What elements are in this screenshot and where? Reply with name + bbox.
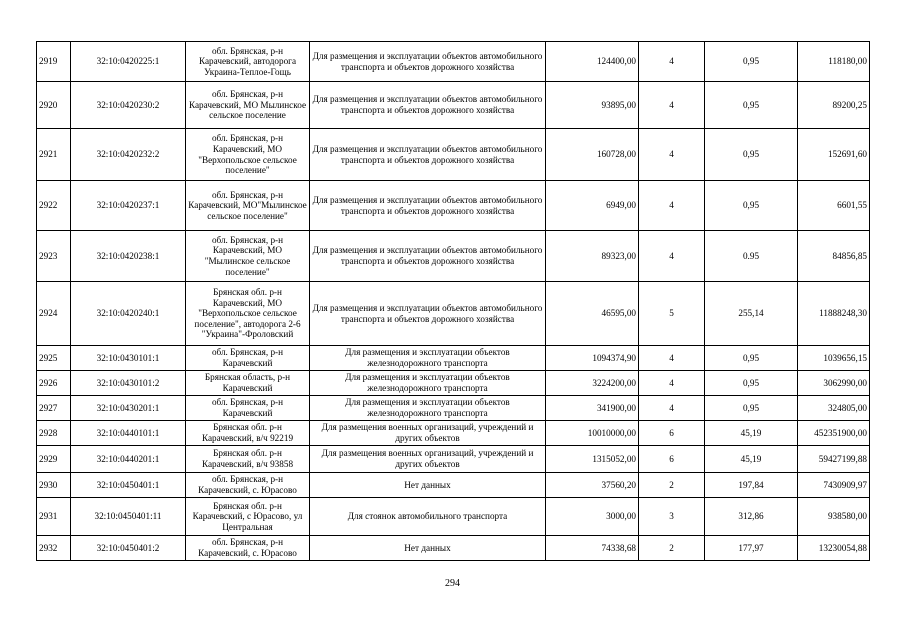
row-number-cell: 2923 (37, 231, 71, 282)
area-cell: 1315052,00 (546, 446, 639, 473)
cadastral-number-cell: 32:10:0450401:1 (71, 473, 186, 498)
group-cell: 4 (639, 129, 705, 181)
permitted-use-cell: Для размещения военных организаций, учреждений и других объектов (310, 421, 546, 446)
rate-cell: 0,95 (705, 396, 798, 421)
cadastral-number-cell: 32:10:0430101:1 (71, 346, 186, 371)
permitted-use-cell: Нет данных (310, 536, 546, 561)
row-number-cell: 2929 (37, 446, 71, 473)
group-cell: 6 (639, 421, 705, 446)
row-number-cell: 2927 (37, 396, 71, 421)
rate-cell: 255,14 (705, 282, 798, 346)
cadastral-number-cell: 32:10:0430201:1 (71, 396, 186, 421)
row-number-cell: 2921 (37, 129, 71, 181)
cadastral-value-table (36, 41, 870, 561)
group-cell: 3 (639, 498, 705, 536)
cadastral-value-cell: 11888248,30 (798, 282, 870, 346)
cadastral-number-cell: 32:10:0430101:2 (71, 371, 186, 396)
group-cell: 4 (639, 42, 705, 82)
rate-cell: 0,95 (705, 129, 798, 181)
group-cell: 4 (639, 371, 705, 396)
area-cell: 93895,00 (546, 82, 639, 129)
area-cell: 160728,00 (546, 129, 639, 181)
area-cell: 1094374,90 (546, 346, 639, 371)
table-row (37, 282, 870, 346)
table-row (37, 421, 870, 446)
permitted-use-cell: Для размещения и эксплуатации объектов автомобильного транспорта и объектов дорожного хозяйства (310, 82, 546, 129)
area-cell: 341900,00 (546, 396, 639, 421)
cadastral-number-cell: 32:10:0440101:1 (71, 421, 186, 446)
area-cell: 37560,20 (546, 473, 639, 498)
address-cell: Брянская обл. р-н Карачевский, МО "Верхопольское сельское поселение", автодорога 2-6 "Украина"-Фроловский (186, 282, 310, 346)
row-number-cell: 2926 (37, 371, 71, 396)
address-cell: обл. Брянская, р-н Карачевский, МО"Мылинское сельское поселение" (186, 181, 310, 231)
row-number-cell: 2928 (37, 421, 71, 446)
rate-cell: 0.95 (705, 231, 798, 282)
cadastral-value-cell: 89200,25 (798, 82, 870, 129)
address-cell: обл. Брянская, р-н Карачевский, МО Мылинское сельское поселение (186, 82, 310, 129)
group-cell: 4 (639, 396, 705, 421)
row-number-cell: 2924 (37, 282, 71, 346)
address-cell: обл. Брянская, р-н Карачевский (186, 346, 310, 371)
address-cell: Брянская обл. р-н Карачевский, в/ч 92219 (186, 421, 310, 446)
table-row (37, 498, 870, 536)
table-row (37, 181, 870, 231)
table-row (37, 231, 870, 282)
cadastral-number-cell: 32:10:0440201:1 (71, 446, 186, 473)
area-cell: 124400,00 (546, 42, 639, 82)
permitted-use-cell: Для размещения и эксплуатации объектов железнодорожного транспорта (310, 371, 546, 396)
cadastral-value-cell: 59427199,88 (798, 446, 870, 473)
cadastral-value-cell: 452351900,00 (798, 421, 870, 446)
permitted-use-cell: Для размещения и эксплуатации объектов автомобильного транспорта и объектов дорожного хозяйства (310, 181, 546, 231)
group-cell: 4 (639, 231, 705, 282)
address-cell: Брянская обл. р-н Карачевский, в/ч 93858 (186, 446, 310, 473)
table-row (37, 396, 870, 421)
table-row (37, 371, 870, 396)
cadastral-value-cell: 13230054,88 (798, 536, 870, 561)
table-row (37, 42, 870, 82)
area-cell: 74338,68 (546, 536, 639, 561)
rate-cell: 197,84 (705, 473, 798, 498)
cadastral-value-cell: 118180,00 (798, 42, 870, 82)
cadastral-number-cell: 32:10:0450401:11 (71, 498, 186, 536)
address-cell: обл. Брянская, р-н Карачевский, с. Юрасово (186, 536, 310, 561)
cadastral-number-cell: 32:10:0420225:1 (71, 42, 186, 82)
address-cell: обл. Брянская, р-н Карачевский, с. Юрасово (186, 473, 310, 498)
address-cell: обл. Брянская, р-н Карачевский, МО "Верхопольское сельское поселение" (186, 129, 310, 181)
table-row (37, 473, 870, 498)
group-cell: 5 (639, 282, 705, 346)
cadastral-value-cell: 324805,00 (798, 396, 870, 421)
rate-cell: 0,95 (705, 181, 798, 231)
table-row (37, 346, 870, 371)
row-number-cell: 2930 (37, 473, 71, 498)
cadastral-value-cell: 938580,00 (798, 498, 870, 536)
rate-cell: 45,19 (705, 421, 798, 446)
group-cell: 4 (639, 82, 705, 129)
row-number-cell: 2932 (37, 536, 71, 561)
rate-cell: 45,19 (705, 446, 798, 473)
page-number: 294 (445, 578, 460, 589)
table-row (37, 446, 870, 473)
cadastral-number-cell: 32:10:0450401:2 (71, 536, 186, 561)
address-cell: обл. Брянская, р-н Карачевский, автодорога Украина-Теплое-Гощь (186, 42, 310, 82)
rate-cell: 0,95 (705, 371, 798, 396)
cadastral-number-cell: 32:10:0420240:1 (71, 282, 186, 346)
group-cell: 6 (639, 446, 705, 473)
table-body (37, 42, 870, 561)
address-cell: Брянская область, р-н Карачевский (186, 371, 310, 396)
cadastral-value-cell: 6601,55 (798, 181, 870, 231)
cadastral-number-cell: 32:10:0420232:2 (71, 129, 186, 181)
row-number-cell: 2919 (37, 42, 71, 82)
permitted-use-cell: Для размещения и эксплуатации объектов железнодорожного транспорта (310, 346, 546, 371)
permitted-use-cell: Для стоянок автомобильного транспорта (310, 498, 546, 536)
table-row (37, 129, 870, 181)
permitted-use-cell: Нет данных (310, 473, 546, 498)
row-number-cell: 2922 (37, 181, 71, 231)
rate-cell: 0,95 (705, 346, 798, 371)
address-cell: Брянская обл. р-н Карачевский, с Юрасово, ул Центральная (186, 498, 310, 536)
group-cell: 2 (639, 536, 705, 561)
group-cell: 2 (639, 473, 705, 498)
permitted-use-cell: Для размещения и эксплуатации объектов автомобильного транспорта и объектов дорожного хозяйства (310, 282, 546, 346)
rate-cell: 0,95 (705, 82, 798, 129)
rate-cell: 177,97 (705, 536, 798, 561)
row-number-cell: 2925 (37, 346, 71, 371)
permitted-use-cell: Для размещения и эксплуатации объектов автомобильного транспорта и объектов дорожного хозяйства (310, 231, 546, 282)
area-cell: 10010000,00 (546, 421, 639, 446)
area-cell: 46595,00 (546, 282, 639, 346)
table-row (37, 82, 870, 129)
area-cell: 89323,00 (546, 231, 639, 282)
permitted-use-cell: Для размещения и эксплуатации объектов железнодорожного транспорта (310, 396, 546, 421)
permitted-use-cell: Для размещения и эксплуатации объектов автомобильного транспорта и объектов дорожного хозяйства (310, 129, 546, 181)
rate-cell: 312,86 (705, 498, 798, 536)
cadastral-value-cell: 84856,85 (798, 231, 870, 282)
cadastral-value-cell: 1039656,15 (798, 346, 870, 371)
group-cell: 4 (639, 181, 705, 231)
cadastral-value-cell: 7430909,97 (798, 473, 870, 498)
cadastral-number-cell: 32:10:0420237:1 (71, 181, 186, 231)
permitted-use-cell: Для размещения военных организаций, учреждений и других объектов (310, 446, 546, 473)
cadastral-value-cell: 3062990,00 (798, 371, 870, 396)
group-cell: 4 (639, 346, 705, 371)
row-number-cell: 2931 (37, 498, 71, 536)
table-row (37, 536, 870, 561)
area-cell: 3224200,00 (546, 371, 639, 396)
cadastral-value-cell: 152691,60 (798, 129, 870, 181)
permitted-use-cell: Для размещения и эксплуатации объектов автомобильного транспорта и объектов дорожного хозяйства (310, 42, 546, 82)
address-cell: обл. Брянская, р-н Карачевский (186, 396, 310, 421)
area-cell: 3000,00 (546, 498, 639, 536)
address-cell: обл. Брянская, р-н Карачевский, МО "Мылинское сельское поселение" (186, 231, 310, 282)
cadastral-number-cell: 32:10:0420230:2 (71, 82, 186, 129)
row-number-cell: 2920 (37, 82, 71, 129)
area-cell: 6949,00 (546, 181, 639, 231)
cadastral-number-cell: 32:10:0420238:1 (71, 231, 186, 282)
rate-cell: 0,95 (705, 42, 798, 82)
